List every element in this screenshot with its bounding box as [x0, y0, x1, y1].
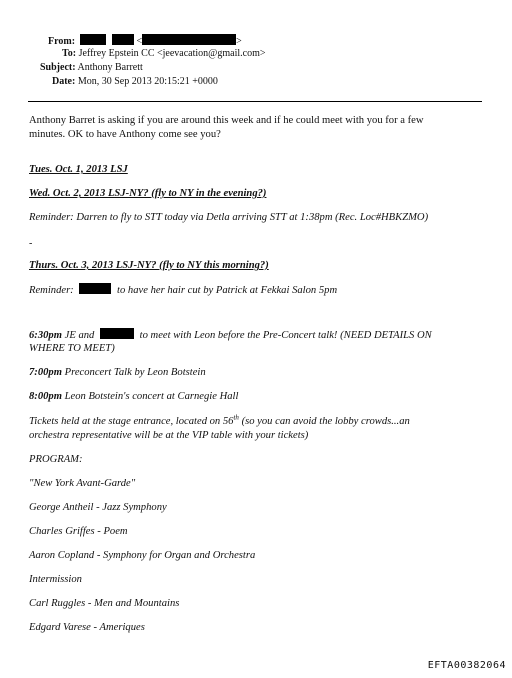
header-divider	[28, 101, 482, 102]
item-700	[29, 366, 206, 380]
thu-reminder-label: Reminder:	[29, 285, 74, 296]
wed-reminder: Reminder: Darren to fly to STT today via Detla arriving STT at 1:38pm (Rec. Loc#HBKZMO)	[29, 212, 429, 223]
subject-label: Subject:	[40, 62, 76, 73]
date-value: Mon, 30 Sep 2013 20:15:21 +0000	[77, 76, 218, 87]
redaction-bar	[80, 34, 106, 45]
item-630-text-b: to meet with Leon before the Pre-Concert talk! (NEED DETAILS ON	[139, 330, 432, 341]
program-item: Charles Griffes - Poem	[29, 526, 128, 537]
tickets-line-2: orchestra representative will be at the VIP table with your tickets)	[29, 430, 309, 441]
item-700-text: Preconcert Talk by Leon Botstein	[61, 367, 206, 378]
program-item: Aaron Copland - Symphony for Organ and Orchestra	[29, 550, 256, 561]
program-item: Intermission	[29, 574, 82, 585]
redaction-bar	[79, 283, 111, 294]
thu-reminder-text: to have her hair cut by Patrick at Fekkai Salon 5pm	[117, 285, 338, 296]
time-700: 7:00pm	[29, 367, 62, 378]
from-bracket-close: >	[236, 36, 242, 47]
program-item: Carl Ruggles - Men and Mountains	[29, 598, 180, 609]
tickets-text-a: Tickets held at the stage entrance, located on 56	[29, 416, 234, 427]
from-bracket-open: <	[136, 36, 143, 47]
dash-mark: -	[29, 238, 33, 249]
to-value: Jeffrey Epstein CC <jeevacation@gmail.com>	[78, 48, 266, 59]
intro-line-1: Anthony Barret is asking if you are around this week and if he could meet with you for a few	[29, 115, 424, 126]
redaction-bar	[100, 328, 134, 339]
time-630: 6:30pm	[29, 330, 62, 341]
program-item: "New York Avant-Garde"	[29, 478, 136, 489]
redaction-bar	[142, 34, 236, 45]
day-heading-wed: Wed. Oct. 2, 2013 LSJ-NY? (fly to NY in the evening?)	[29, 188, 267, 199]
program-item: George Antheil - Jazz Symphony	[29, 502, 167, 513]
bates-number: EFTA00382064	[427, 660, 506, 671]
intro-line-2: minutes. OK to have Anthony come see you?	[29, 129, 221, 140]
to-line	[62, 48, 266, 60]
item-800-text: Leon Botstein's concert at Carnegie Hall	[61, 391, 239, 402]
item-630	[29, 328, 432, 343]
program-item: Edgard Varese - Ameriques	[29, 622, 145, 633]
from-line	[48, 34, 242, 48]
thu-reminder	[29, 283, 337, 298]
time-800: 8:00pm	[29, 391, 62, 402]
item-630-line-2: WHERE TO MEET)	[29, 343, 115, 354]
tickets-line-1	[29, 415, 410, 429]
tickets-sup: th	[233, 413, 239, 422]
tickets-text-b: (so you can avoid the lobby crowds...an	[238, 416, 410, 427]
to-label: To:	[62, 48, 77, 59]
program-label: PROGRAM:	[29, 454, 83, 465]
date-line	[52, 76, 218, 88]
date-label: Date:	[52, 76, 76, 87]
from-label: From:	[48, 36, 76, 47]
item-630-text-a: JE and	[61, 330, 95, 341]
day-heading-thu: Thurs. Oct. 3, 2013 LSJ-NY? (fly to NY this morning?)	[29, 260, 269, 271]
subject-value: Anthony Barrett	[77, 62, 143, 73]
item-800	[29, 390, 238, 404]
day-heading-tue: Tues. Oct. 1, 2013 LSJ	[29, 164, 128, 175]
redaction-bar	[112, 34, 134, 45]
subject-line	[40, 62, 143, 74]
